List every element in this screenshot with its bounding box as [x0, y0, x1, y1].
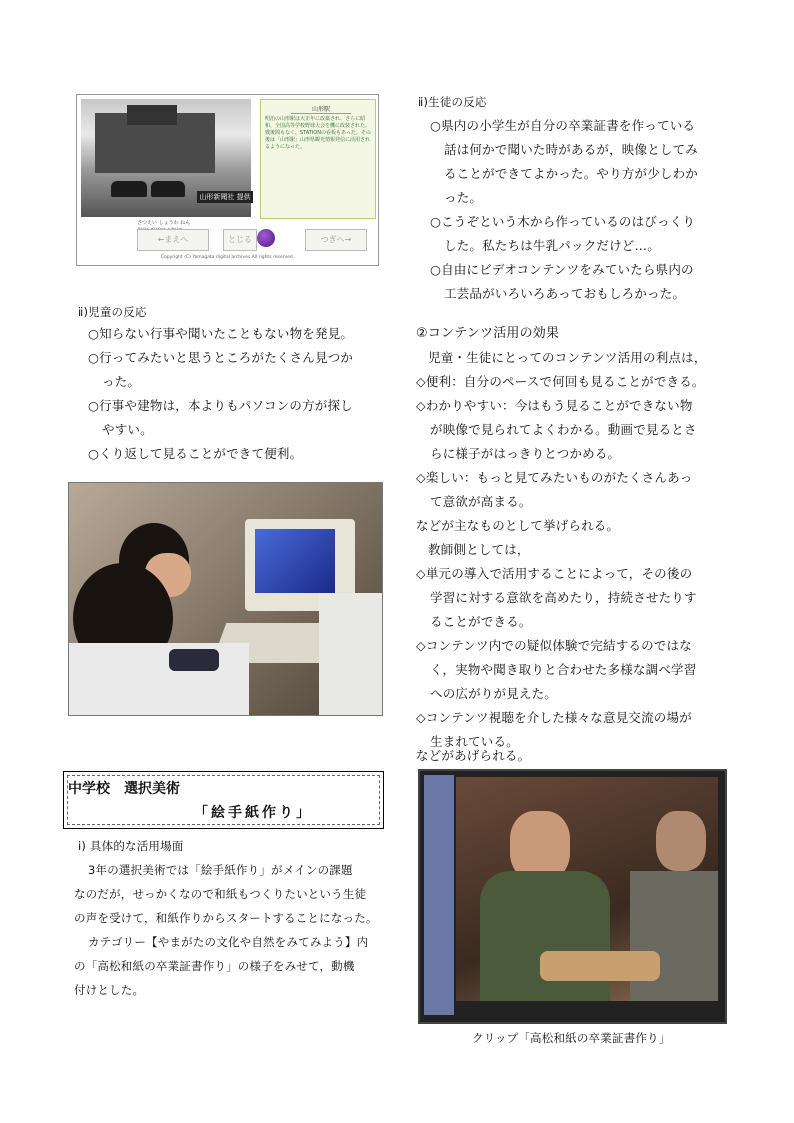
text-line: なのだが，せっかくなので和紙もつくりたいという生徒 — [74, 887, 367, 901]
text-line: などがあげられる。 — [416, 748, 531, 763]
close-ball-icon — [257, 229, 275, 247]
usage-heading: ⅰ) 具体的な活用場面 — [78, 839, 184, 853]
panel-text: 明治の山形駅は大正年に改築され、さらに昭和、全国高等学校野球大会を機に改装された。戦後間もなく、STATIONの看板もあった。その後は「山形駅」山形県観光情報発信に活用されるようになった。 — [265, 116, 371, 150]
text-line: した。私たちは牛乳パックだけど…。 — [444, 238, 660, 253]
text-line: 教師側としては， — [428, 542, 530, 557]
boy-shirt — [69, 643, 249, 715]
wooden-frame — [540, 951, 660, 981]
text-line: ○自由にビデオコンテンツをみていたら県内の — [430, 262, 694, 277]
text-line: が映像で見られてよくわかる。動画で見るとさ — [430, 422, 697, 437]
classroom-photo — [68, 482, 383, 716]
text-line: 3年の選択美術では「絵手紙作り」がメインの課題 — [88, 863, 353, 877]
station-photo — [81, 99, 251, 217]
copyright: Copyright (C) Yamagata digital archives All rights reserved. — [160, 255, 295, 260]
text-line: ◇コンテンツ視聴を介した様々な意見交流の場が — [416, 710, 692, 725]
caption-ruby: さつえい しょうわ ねん — [137, 220, 191, 226]
text-line: ◇便利：自分のペースで何回も見ることができる。 — [416, 374, 705, 389]
monitor-sidebar — [424, 775, 454, 1015]
text-line: て意欲が高まる。 — [430, 494, 532, 509]
text-line: 工芸品がいろいろあっておもしろかった。 — [444, 286, 686, 301]
text-line: ることができてよかった。やり方が少しわか — [444, 166, 699, 181]
car-shape — [111, 181, 147, 197]
text-line: ◇コンテンツ内での疑似体験で完結するのではな — [416, 638, 692, 653]
text-line: 生まれている。 — [430, 734, 519, 749]
text-line: 学習に対する意欲を高めたり，持続させたりす — [430, 590, 697, 605]
section-box — [63, 771, 384, 829]
text-line: ○知らない行事や聞いたこともない物を発見。 — [88, 326, 354, 341]
roof-shape — [127, 105, 177, 125]
text-line: ○行ってみたいと思うところがたくさん見つか — [88, 350, 354, 365]
text-line: の「高松和紙の卒業証書作り」の様子をみせて，動機 — [74, 959, 355, 973]
man-sweater — [630, 871, 718, 1001]
child-reaction-heading: ⅱ)児童の反応 — [78, 305, 147, 319]
text-line: ◇楽しい：もっと見てみたいものがたくさんあっ — [416, 470, 693, 485]
man-face — [656, 811, 706, 871]
pencil-case — [169, 649, 219, 671]
text-line: の声を受けて，和紙作りからスタートすることになった。 — [74, 911, 378, 925]
panel-title: 山形駅 — [291, 104, 351, 114]
person-foreground — [319, 593, 382, 715]
text-line: 児童・生徒にとってのコンテンツ活用の利点は， — [428, 350, 707, 365]
text-line: ◇わかりやすい：今はもう見ることができない物 — [416, 398, 693, 413]
text-line: ○くり返して見ることができて便利。 — [88, 446, 303, 461]
text-line: やすい。 — [102, 422, 153, 437]
text-line: く，実物や聞き取りと合わせた多様な調べ学習 — [430, 662, 697, 677]
boy-jacket — [480, 871, 610, 1001]
info-panel — [260, 99, 376, 219]
text-line: 話は何かで聞いた時があるが，映像としてみ — [444, 142, 699, 157]
student-reaction-heading: ⅱ)生徒の反応 — [418, 95, 487, 109]
next-button[interactable]: つぎへ→ — [305, 229, 367, 251]
text-line: への広がりが見えた。 — [430, 686, 558, 701]
text-line: ◇単元の導入で活用することによって，その後の — [416, 566, 693, 581]
car-shape — [151, 181, 185, 197]
photo-credit: 山形新聞社 提供 — [197, 191, 253, 203]
app-screenshot — [76, 94, 379, 266]
text-line: らに様子がはっきりとつかめる。 — [430, 446, 621, 461]
prev-button[interactable]: ←まえへ — [137, 229, 209, 251]
clip-photo — [418, 769, 727, 1024]
text-line: ○こうぞという木から作っているのはびっくり — [430, 214, 696, 229]
text-line: ることができる。 — [430, 614, 532, 629]
text-line: カテゴリー【やまがたの文化や自然をみてみよう】内 — [88, 935, 369, 949]
text-line: った。 — [444, 190, 483, 205]
text-line: 付けとした。 — [74, 983, 145, 997]
section-title: ②コンテンツ活用の効果 — [416, 326, 560, 341]
text-line: ○行事や建物は，本よりもパソコンの方が探し — [88, 398, 353, 413]
text-line: った。 — [102, 374, 141, 389]
box-title: 中学校 選択美術 — [68, 781, 180, 797]
text-line: などが主なものとして挙げられる。 — [416, 518, 620, 533]
close-button[interactable]: とじる — [223, 229, 257, 251]
photo-caption: クリップ「高松和紙の卒業証書作り」 — [472, 1031, 671, 1045]
box-subtitle: 「絵手紙作り」 — [194, 805, 313, 821]
text-line: ○県内の小学生が自分の卒業証書を作っている — [430, 118, 696, 133]
monitor-screen — [255, 529, 335, 593]
